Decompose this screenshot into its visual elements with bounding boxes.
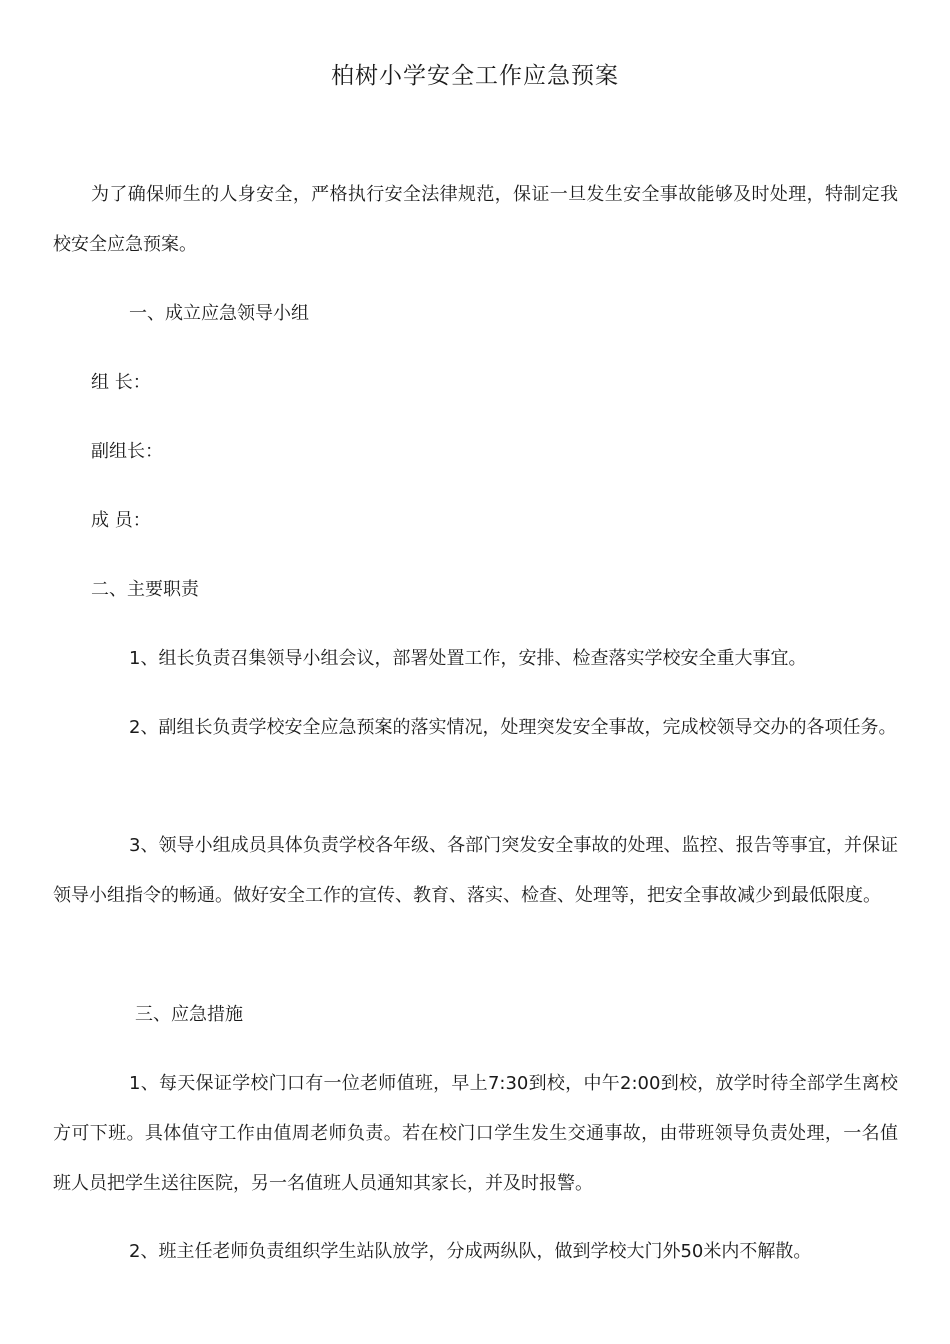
section2-item-2: 2、副组长负责学校安全应急预案的落实情况，处理突发安全事故，完成校领导交办的各项任务。 <box>129 717 897 738</box>
section2-item-3: 3、领导小组成员具体负责学校各年级、各部门突发安全事故的处理、监控、报告等事宜，并保证领导小组指令的畅通。做好安全工作的宣传、教育、落实、检查、处理等，把安全事故减少到最低限度。 <box>53 835 898 906</box>
section3-heading: 三、应急措施 <box>135 1004 243 1025</box>
members-label: 成 员： <box>91 510 151 531</box>
section3-item-2: 2、班主任老师负责组织学生站队放学，分成两纵队，做到学校大门外50米内不解散。 <box>129 1241 812 1262</box>
section2-heading: 二、主要职责 <box>91 579 199 600</box>
document-title: 柏树小学安全工作应急预案 <box>331 63 619 89</box>
section2-item-1: 1、组长负责召集领导小组会议，部署处置工作，安排、检查落实学校安全重大事宜。 <box>129 648 807 669</box>
section3-item-1: 1、每天保证学校门口有一位老师值班，早上7:30到校，中午2:00到校，放学时待全部学生离校方可下班。具体值守工作由值周老师负责。若在校门口学生发生交通事故，由带班领导负责处理，一名值班人员把学生送往医院，另一名值班人员通知其家长，并及时报警。 <box>53 1073 898 1194</box>
deputy-label: 副组长： <box>91 441 163 462</box>
section1-heading: 一、成立应急领导小组 <box>129 303 309 324</box>
leader-label: 组 长： <box>91 372 151 393</box>
intro-paragraph: 为了确保师生的人身安全，严格执行安全法律规范，保证一旦发生安全事故能够及时处理，特制定我校安全应急预案。 <box>53 184 898 255</box>
